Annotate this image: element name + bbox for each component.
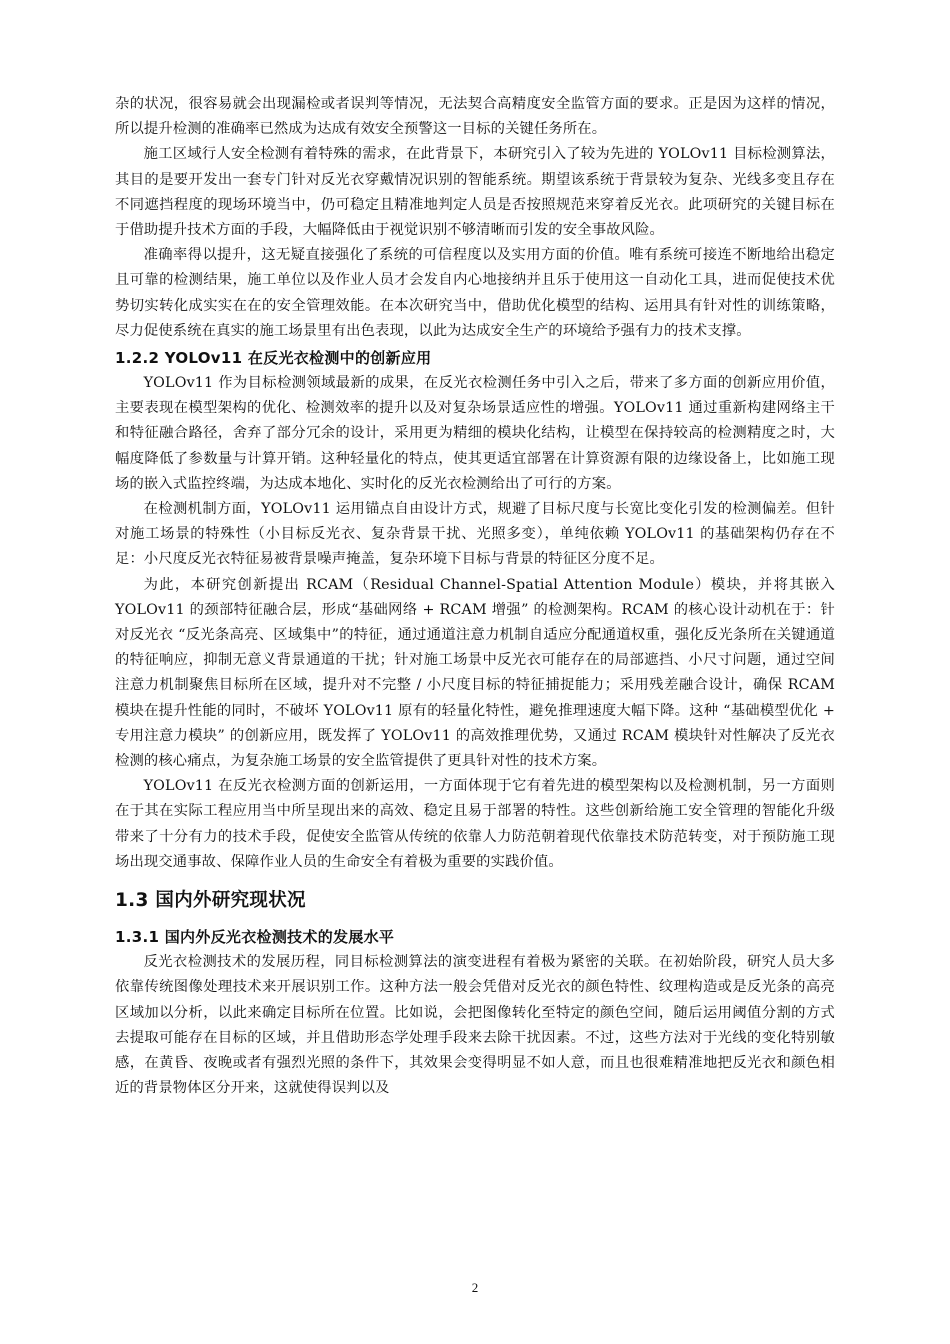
- section-heading-1-3-1: 1.3.1 国内外反光衣检测技术的发展水平: [115, 928, 395, 947]
- paragraph: YOLOv11 在反光衣检测方面的创新运用，一方面体现于它有着先进的模型架构以及检测机制，另一方面则在于其在实际工程应用当中所呈现出来的高效、稳定且易于部署的特性。这些创新给施工安全管理的智能化升级带来了十分有力的技术手段，促使安全监管从传统的依靠人力防范朝着现代依靠技术防范转变，对于预防施工现场出现交通事故、保障作业人员的生命安全有着极为重要的实践价值。: [115, 778, 835, 870]
- paragraph: 在检测机制方面，YOLOv11 运用锚点自由设计方式，规避了目标尺度与长宽比变化引发的检测偏差。但针对施工场景的特殊性（小目标反光衣、复杂背景干扰、光照多变），单纯依赖 YOLOv11 的基础架构仍存在不足：小尺度反光衣特征易被背景噪声掩盖，复杂环境下目标与背景的特征区分度不足。: [115, 501, 835, 568]
- paragraph: 准确率得以提升，这无疑直接强化了系统的可信程度以及实用方面的价值。唯有系统可接连不断地给出稳定且可靠的检测结果，施工单位以及作业人员才会发自内心地接纳并且乐于使用这一自动化工具，进而促使技术优势切实转化成实实在在的安全管理效能。在本次研究当中，借助优化模型的结构、运用具有针对性的训练策略，尽力促使系统在真实的施工场景里有出色表现，以此为达成安全生产的环境给予强有力的技术支撑。: [115, 247, 835, 339]
- page-number: 2: [471, 1280, 479, 1295]
- paragraph: 杂的状况，很容易就会出现漏检或者误判等情况，无法契合高精度安全监管方面的要求。正是因为这样的情况，所以提升检测的准确率已然成为达成有效安全预警这一目标的关键任务所在。: [115, 96, 835, 138]
- section-heading-1-2-2: 1.2.2 YOLOv11 在反光衣检测中的创新应用: [115, 349, 432, 368]
- paragraph: 施工区域行人安全检测有着特殊的需求，在此背景下，本研究引入了较为先进的 YOLOv11 目标检测算法，其目的是要开发出一套专门针对反光衣穿戴情况识别的智能系统。期望该系统于背景较为复杂、光线多变且存在不同遮挡程度的现场环境当中，仍可稳定且精准地判定人员是否按照规范来穿着反光衣。此项研究的关键目标在于借助提升技术方面的手段，大幅降低由于视觉识别不够清晰而引发的安全事故风险。: [115, 146, 835, 239]
- paragraph: 反光衣检测技术的发展历程，同目标检测算法的演变进程有着极为紧密的关联。在初始阶段，研究人员大多依靠传统图像处理技术来开展识别工作。这种方法一般会凭借对反光衣的颜色特性、纹理构造或是反光条的高亮区域加以分析，以此来确定目标所在位置。比如说，会把图像转化至特定的颜色空间，随后运用阈值分割的方式去提取可能存在目标的区域，并且借助形态学处理手段来去除干扰因素。不过，这些方法对于光线的变化特别敏感，在黄昏、夜晚或者有强烈光照的条件下，其效果会变得明显不如人意，而且也很难精准地把反光衣和颜色相近的背景物体区分开来，这就使得误判以及: [115, 954, 835, 1097]
- paragraph: 为此，本研究创新提出 RCAM（Residual Channel-Spatial Attention Module）模块，并将其嵌入 YOLOv11 的颈部特征融合层，形成“基础网络 + RCAM 增强” 的检测架构。RCAM 的核心设计动机在于：针对反光衣 “反光条高亮、区域集中”的特征，通过通道注意力机制自适应分配通道权重，强化反光条所在关键通道的特征响应，抑制无意义背景通道的干扰；针对施工场景中反光衣可能存在的局部遮挡、小尺寸问题，通过空间注意力机制聚焦目标所在区域，提升对不完整 / 小尺度目标的特征捕捉能力；采用残差融合设计，确保 RCAM 模块在提升性能的同时，不破坏 YOLOv11 原有的轻量化特性，避免推理速度大幅下降。这种 “基础模型优化 + 专用注意力模块” 的创新应用，既发挥了 YOLOv11 的高效推理优势，又通过 RCAM 模块针对性解决了反光衣检测的核心痛点，为复杂施工场景的安全监管提供了更具针对性的技术方案。: [115, 576, 835, 770]
- paragraph: YOLOv11 作为目标检测领域最新的成果，在反光衣检测任务中引入之后，带来了多方面的创新应用价值，主要表现在模型架构的优化、检测效率的提升以及对复杂场景适应性的增强。YOLOv11 通过重新构建网络主干和特征融合路径，舍弃了部分冗余的设计，采用更为精细的模块化结构，让模型在保持较高的检测精度之时，大幅度降低了参数量与计算开销。这种轻量化的特点，使其更适宜部署在计算资源有限的边缘设备上，比如施工现场的嵌入式监控终端，为达成本地化、实时化的反光衣检测给出了可行的方案。: [115, 375, 835, 492]
- section-heading-1-3: 1.3 国内外研究现状况: [115, 890, 306, 912]
- page-content: [115, 92, 835, 1101]
